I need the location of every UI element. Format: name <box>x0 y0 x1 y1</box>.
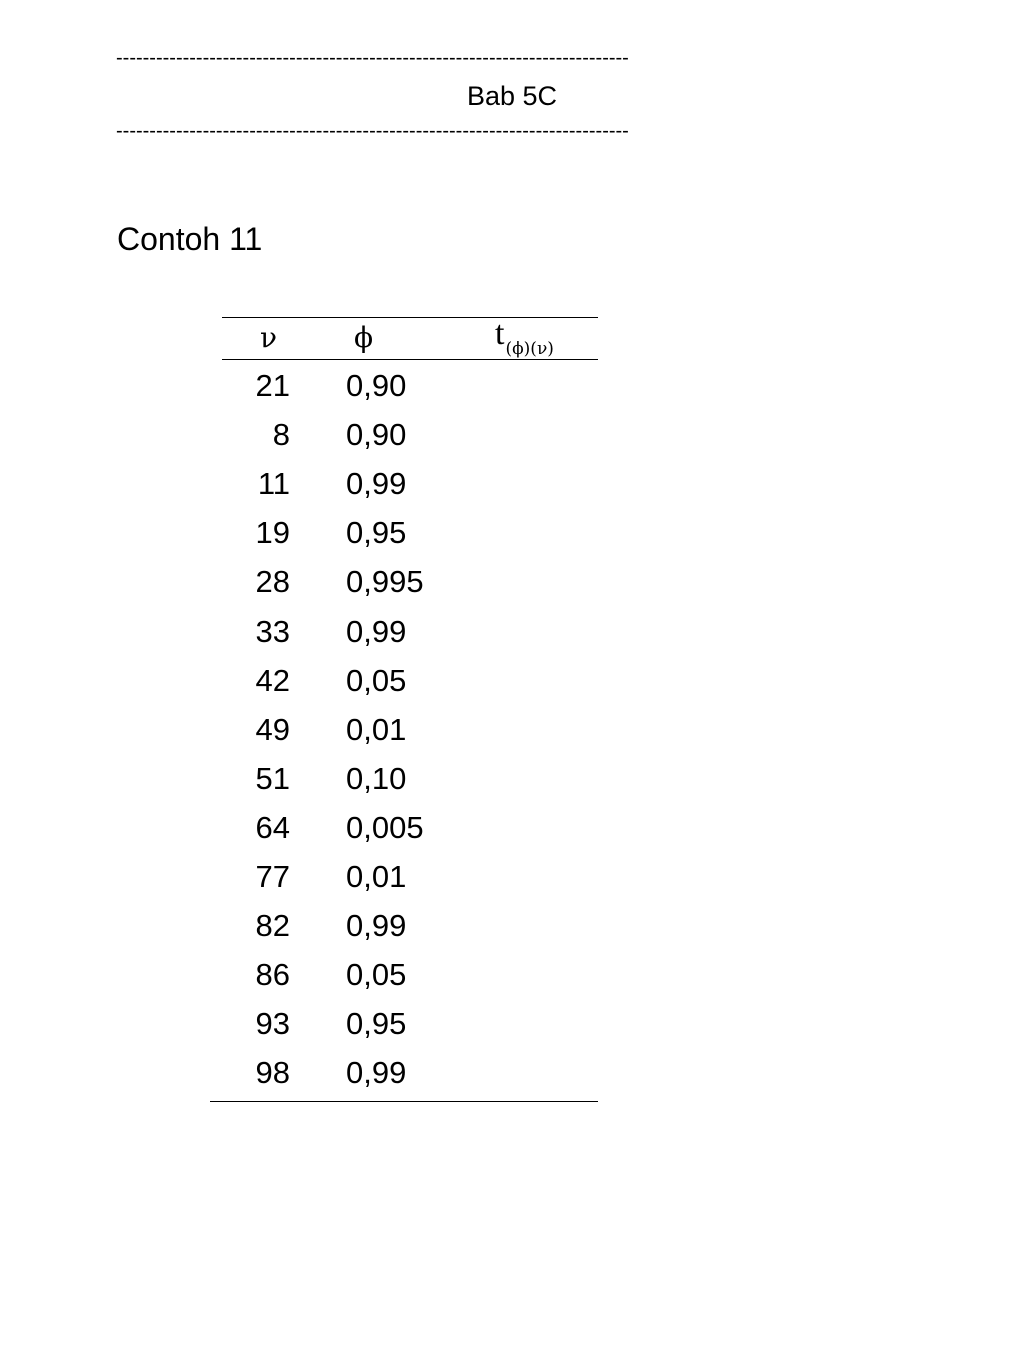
table-row <box>0 810 1024 859</box>
table-bottom-rule <box>210 1101 598 1102</box>
cell-nu: 77 <box>255 859 290 894</box>
column-header-t <box>495 315 554 359</box>
table-row <box>0 712 1024 761</box>
table-row <box>0 663 1024 712</box>
example-title: Contoh 11 <box>117 221 263 257</box>
cell-phi: 0,05 <box>346 957 407 993</box>
cell-nu: 98 <box>255 1055 290 1091</box>
cell-nu: 93 <box>255 1006 290 1042</box>
cell-nu: 64 <box>255 809 290 845</box>
cell-nu: 86 <box>255 957 290 993</box>
column-header-t-main: t <box>495 315 505 352</box>
header-dash-rule-top: ----------------------------------------------------------------------------- <box>116 47 629 69</box>
cell-phi: 0,005 <box>346 809 424 845</box>
column-header-t-subscript: (ϕ)(ν) <box>505 339 554 359</box>
cell-phi: 0,95 <box>346 1006 407 1042</box>
cell-phi: 0,99 <box>346 1055 407 1091</box>
table-row <box>0 564 1024 613</box>
cell-phi: 0,05 <box>346 662 407 698</box>
cell-phi: 0,99 <box>346 466 407 502</box>
cell-nu: 21 <box>255 368 290 403</box>
cell-nu: 19 <box>255 515 290 551</box>
cell-phi: 0,90 <box>346 417 407 453</box>
cell-nu: 11 <box>257 466 290 502</box>
table-row <box>0 761 1024 810</box>
table-row <box>0 908 1024 957</box>
cell-nu: 82 <box>255 908 290 944</box>
column-header-nu: ν <box>260 321 278 354</box>
cell-nu: 8 <box>272 417 290 453</box>
cell-phi: 0,99 <box>346 613 407 649</box>
table-row <box>0 466 1024 515</box>
table-row <box>0 614 1024 663</box>
table-row <box>0 1006 1024 1055</box>
table-row <box>0 515 1024 564</box>
table-header-rule <box>222 359 598 360</box>
cell-phi: 0,90 <box>346 368 407 403</box>
cell-phi: 0,995 <box>346 564 424 600</box>
cell-nu: 42 <box>255 662 290 698</box>
cell-phi: 0,01 <box>346 711 407 747</box>
chapter-title: Bab 5C <box>466 81 558 111</box>
column-header-phi: ϕ <box>354 321 374 354</box>
table-row <box>0 417 1024 466</box>
table-row <box>0 1055 1024 1104</box>
cell-nu: 51 <box>255 760 290 796</box>
cell-phi: 0,10 <box>346 760 407 796</box>
table-row <box>0 957 1024 1006</box>
cell-phi: 0,95 <box>346 515 407 551</box>
cell-phi: 0,01 <box>346 859 407 894</box>
cell-nu: 33 <box>255 613 290 649</box>
cell-phi: 0,99 <box>346 908 407 944</box>
cell-nu: 28 <box>255 564 290 600</box>
table-row <box>0 368 1024 417</box>
table-row <box>0 859 1024 908</box>
cell-nu: 49 <box>255 711 290 747</box>
header-dash-rule-bottom: ----------------------------------------------------------------------------- <box>116 120 629 142</box>
